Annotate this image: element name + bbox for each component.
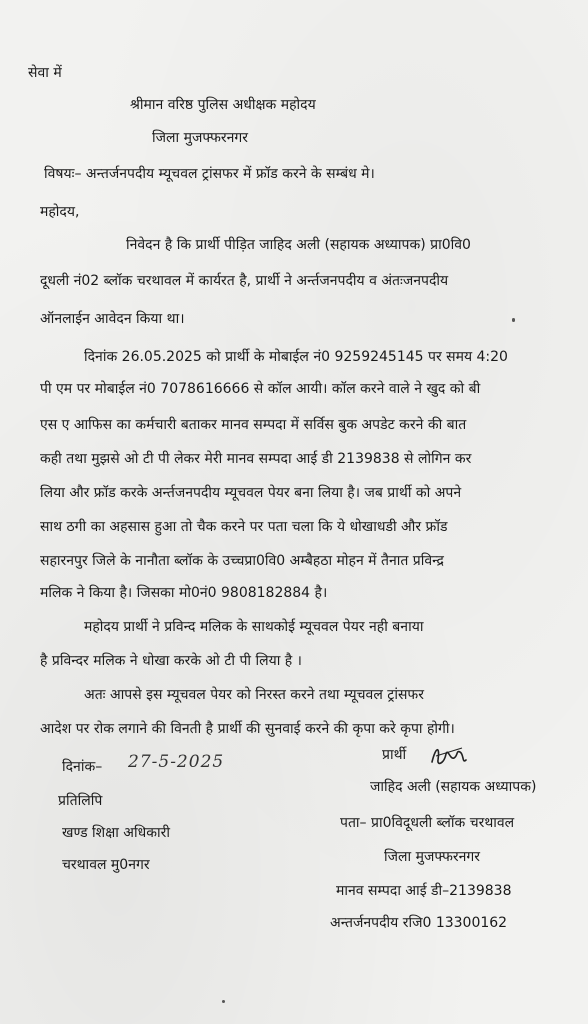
para4-line2: आदेश पर रोक लगाने की विनती है प्रार्थी की सुनवाई करने की कृपा करे कृपा होगी। [40, 721, 455, 737]
para2-line5: लिया और फ्रॉड करके अर्न्तजनपदीय म्यूचवल पेयर बना लिया है। जब प्रार्थी को अपने [40, 485, 462, 501]
para2-line4: कही तथा मुझसे ओ टी पी लेकर मेरी मानव सम्पदा आई डी 2139838 से लोगिन कर [40, 451, 472, 467]
copy-label: प्रतिलिपि [58, 793, 103, 809]
para1-line1: निवेदन है कि प्रार्थी पीड़ित जाहिद अली (सहायक अध्यापक) प्रा0वि0 [126, 237, 471, 253]
registration-number: अन्तर्जनपदीय रजि0 13300162 [330, 915, 508, 931]
greeting: महोदय, [40, 204, 80, 220]
para4-line1: अतः आपसे इस म्यूचवल पेयर को निरस्त करने तथा म्यूचवल ट्रांसफर [84, 687, 424, 703]
applicant-label: प्रार्थी [382, 747, 407, 763]
para2-line2: पी एम पर मोबाईल नं0 7078616666 से कॉल आयी। कॉल करने वाले ने खुद को बी [40, 381, 481, 397]
date-handwritten: 27-5-2025 [128, 752, 225, 772]
para3-line2: है प्रविन्दर मलिक ने धोखा करके ओ टी पी लिया है । [40, 653, 302, 669]
para2-line1: दिनांक 26.05.2025 को प्रार्थी के मोबाईल नं0 9259245145 पर समय 4:20 [84, 349, 508, 365]
applicant-name: जाहिद अली (सहायक अध्यापक) [370, 779, 537, 795]
scan-speck [222, 1000, 225, 1003]
manav-sampada-id: मानव सम्पदा आई डी–2139838 [336, 883, 512, 899]
subject-line: विषयः– अन्तर्जनपदीय म्यूचवल ट्रांसफर में फ्रॉड करने के सम्बंध मे। [44, 166, 375, 182]
para2-line8: मलिक ने किया है। जिसका मो0नं0 9808182884 है। [40, 585, 328, 601]
copy-line-1: खण्ड शिक्षा अधिकारी [62, 825, 170, 841]
para2-line6: साथ ठगी का अहसास हुआ तो चैक करने पर पता चला कि ये धोखाधडी और फ्रॉड [40, 519, 448, 535]
para2-line7: सहारनपुर जिले के नानौता ब्लॉक के उच्चप्रा0वि0 अम्बैहठा मोहन में तैनात प्रविन्द्र [40, 553, 444, 569]
salutation-to: सेवा में [28, 65, 62, 81]
para2-line3: एस ए आफिस का कर्मचारी बताकर मानव सम्पदा में सर्विस बुक अपडेट करने की बात [40, 417, 467, 433]
para1-line2: दूधली नं02 ब्लॉक चरथावल में कार्यरत है, प्रार्थी ने अर्न्तजनपदीय व अंतःजनपदीय [40, 273, 449, 289]
address-line-1: पता– प्रा0विदूधली ब्लॉक चरथावल [340, 815, 515, 831]
date-label: दिनांक– [62, 759, 103, 775]
para1-line3: ऑनलाईन आवेदन किया था। [40, 311, 185, 327]
signature-image [428, 742, 468, 770]
address-line-2: जिला मुजफ्फरनगर [384, 849, 480, 865]
para3-line1: महोदय प्रार्थी ने प्रविन्द मलिक के साथकोई म्यूचवल पेयर नही बनाया [84, 619, 424, 635]
recipient-line-1: श्रीमान वरिष्ठ पुलिस अधीक्षक महोदय [130, 97, 316, 113]
copy-line-2: चरथावल मु0नगर [62, 857, 150, 873]
scan-speck [512, 318, 515, 322]
recipient-line-2: जिला मुजफ्फरनगर [152, 130, 248, 146]
